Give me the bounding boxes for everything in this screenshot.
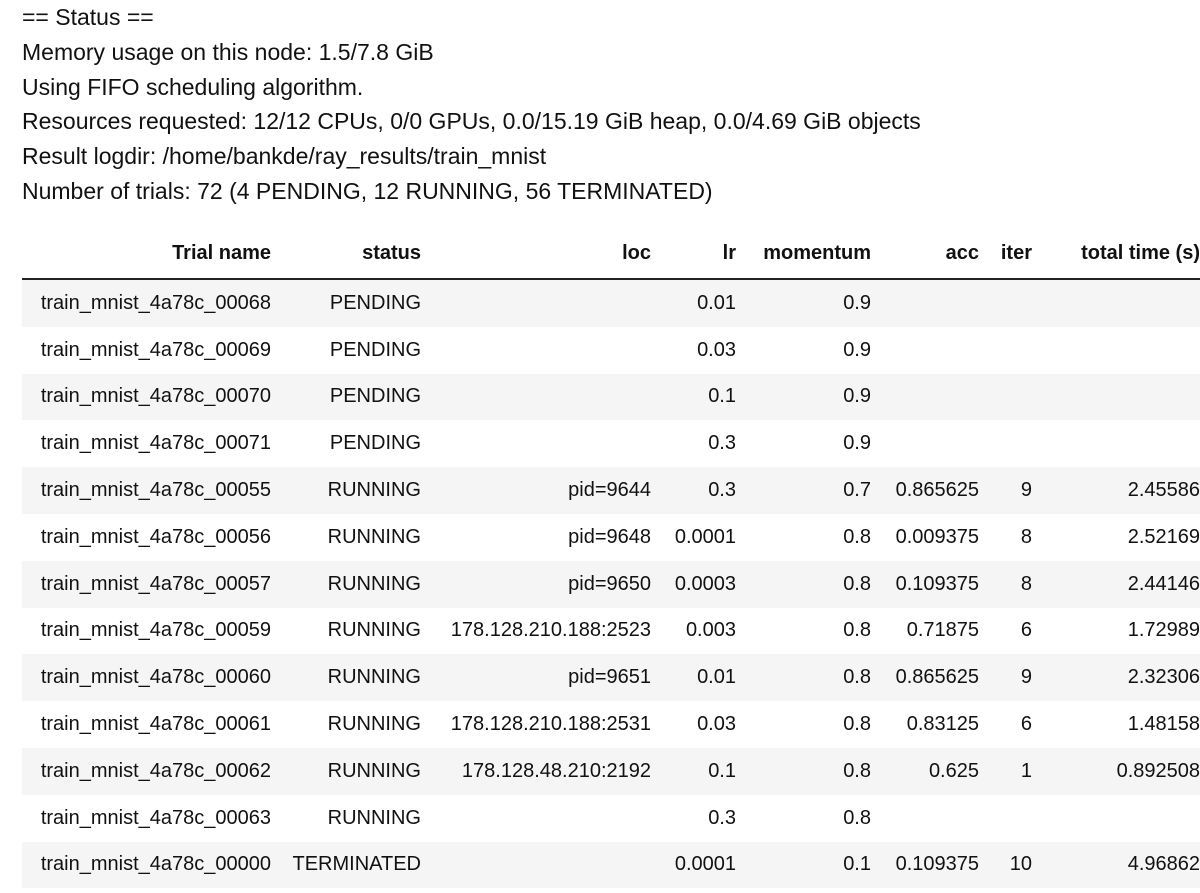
lr-cell: 0.03 — [697, 713, 736, 736]
table-row — [22, 467, 1200, 514]
resources-line: Resources requested: 12/12 CPUs, 0/0 GPUs, 0.0/15.19 GiB heap, 0.0/4.69 GiB objects — [22, 108, 921, 135]
momentum-cell: 0.8 — [843, 759, 871, 782]
table-row — [22, 795, 1200, 842]
col-header-status: status — [271, 228, 421, 279]
trials-table — [22, 228, 1200, 888]
total-time-cell: 1.48158 — [1127, 713, 1200, 736]
momentum-cell: 0.9 — [843, 291, 871, 314]
status-cell: RUNNING — [327, 479, 421, 502]
momentum-cell: 0.9 — [843, 385, 871, 408]
acc-cell: 0.109375 — [895, 853, 979, 876]
lr-cell: 0.3 — [708, 806, 736, 829]
lr-cell: 0.01 — [697, 291, 736, 314]
loc-cell: pid=9651 — [568, 666, 651, 689]
acc-cell: 0.71875 — [906, 619, 979, 642]
iter-cell: 10 — [1009, 853, 1032, 876]
status-cell: PENDING — [329, 291, 421, 314]
total-time-cell — [1032, 327, 1200, 374]
loc-cell — [421, 374, 651, 421]
momentum-cell: 0.8 — [843, 525, 871, 548]
loc-cell — [421, 795, 651, 842]
status-cell: RUNNING — [327, 619, 421, 642]
table-row — [22, 842, 1200, 889]
col-header-iter: iter — [979, 228, 1032, 279]
trial-name-cell: train_mnist_4a78c_00070 — [40, 385, 271, 408]
loc-cell: pid=9644 — [568, 479, 651, 502]
table-row — [22, 327, 1200, 374]
acc-cell: 0.83125 — [906, 713, 979, 736]
trial-name-cell: train_mnist_4a78c_00055 — [40, 479, 271, 502]
acc-cell — [871, 327, 979, 374]
iter-cell — [979, 795, 1032, 842]
status-cell: PENDING — [329, 385, 421, 408]
acc-cell: 0.865625 — [895, 666, 979, 689]
momentum-cell: 0.8 — [843, 666, 871, 689]
iter-cell — [979, 420, 1032, 467]
momentum-cell: 0.9 — [843, 432, 871, 455]
momentum-cell: 0.8 — [843, 806, 871, 829]
status-cell: PENDING — [329, 432, 421, 455]
acc-cell: 0.109375 — [895, 572, 979, 595]
trial-name-cell: train_mnist_4a78c_00063 — [40, 806, 271, 829]
total-time-cell: 0.892508 — [1116, 759, 1200, 782]
iter-cell: 8 — [1020, 525, 1032, 548]
status-cell: RUNNING — [327, 713, 421, 736]
total-time-cell — [1032, 795, 1200, 842]
status-cell: TERMINATED — [292, 853, 421, 876]
status-cell: RUNNING — [327, 525, 421, 548]
iter-cell — [979, 327, 1032, 374]
trials-count-line: Number of trials: 72 (4 PENDING, 12 RUNNING, 56 TERMINATED) — [22, 177, 713, 204]
status-block — [22, 0, 921, 209]
trial-name-cell: train_mnist_4a78c_00071 — [40, 432, 271, 455]
acc-cell: 0.865625 — [895, 479, 979, 502]
table-row — [22, 514, 1200, 561]
trial-name-cell: train_mnist_4a78c_00068 — [40, 291, 271, 314]
lr-cell: 0.003 — [685, 619, 736, 642]
table-row — [22, 374, 1200, 421]
total-time-cell: 4.96862 — [1127, 853, 1200, 876]
total-time-cell: 2.32306 — [1127, 666, 1200, 689]
iter-cell — [979, 374, 1032, 421]
col-header-lr: lr — [651, 228, 736, 279]
total-time-cell: 1.72989 — [1127, 619, 1200, 642]
loc-cell — [421, 420, 651, 467]
lr-cell: 0.0003 — [674, 572, 736, 595]
total-time-cell: 2.45586 — [1127, 479, 1200, 502]
status-cell: RUNNING — [327, 572, 421, 595]
trial-name-cell: train_mnist_4a78c_00069 — [40, 338, 271, 361]
loc-cell — [421, 279, 651, 327]
momentum-cell: 0.9 — [843, 338, 871, 361]
total-time-cell: 2.44146 — [1127, 572, 1200, 595]
table-row — [22, 701, 1200, 748]
total-time-cell — [1032, 279, 1200, 327]
loc-cell: pid=9648 — [568, 525, 651, 548]
col-header-total-time: total time (s) — [1032, 228, 1200, 279]
total-time-cell — [1032, 420, 1200, 467]
momentum-cell: 0.7 — [843, 479, 871, 502]
trial-name-cell: train_mnist_4a78c_00059 — [40, 619, 271, 642]
loc-cell: 178.128.210.188:2531 — [450, 713, 651, 736]
memory-usage-line: Memory usage on this node: 1.5/7.8 GiB — [22, 38, 434, 65]
lr-cell: 0.3 — [708, 479, 736, 502]
loc-cell: 178.128.48.210:2192 — [461, 759, 651, 782]
trial-name-cell: train_mnist_4a78c_00060 — [40, 666, 271, 689]
iter-cell: 1 — [1020, 759, 1032, 782]
momentum-cell: 0.8 — [843, 619, 871, 642]
status-cell: RUNNING — [327, 666, 421, 689]
status-cell: RUNNING — [327, 759, 421, 782]
lr-cell: 0.0001 — [674, 525, 736, 548]
loc-cell — [421, 842, 651, 889]
acc-cell — [871, 374, 979, 421]
iter-cell — [979, 279, 1032, 327]
iter-cell: 8 — [1020, 572, 1032, 595]
loc-cell — [421, 327, 651, 374]
lr-cell: 0.03 — [697, 338, 736, 361]
table-row — [22, 561, 1200, 608]
col-header-loc: loc — [421, 228, 651, 279]
col-header-acc: acc — [871, 228, 979, 279]
acc-cell: 0.009375 — [895, 525, 979, 548]
status-cell: PENDING — [329, 338, 421, 361]
logdir-line: Result logdir: /home/bankde/ray_results/train_mnist — [22, 143, 547, 170]
acc-cell — [871, 420, 979, 467]
table-row — [22, 608, 1200, 655]
trial-name-cell: train_mnist_4a78c_00000 — [40, 853, 271, 876]
table-row — [22, 654, 1200, 701]
loc-cell: pid=9650 — [568, 572, 651, 595]
status-header: == Status == — [22, 4, 154, 30]
iter-cell: 6 — [1020, 619, 1032, 642]
lr-cell: 0.01 — [697, 666, 736, 689]
acc-cell — [871, 279, 979, 327]
col-header-momentum: momentum — [736, 228, 871, 279]
table-header-row — [22, 228, 1200, 279]
iter-cell: 6 — [1020, 713, 1032, 736]
loc-cell: 178.128.210.188:2523 — [450, 619, 651, 642]
lr-cell: 0.0001 — [674, 853, 736, 876]
momentum-cell: 0.1 — [843, 853, 871, 876]
table-row — [22, 420, 1200, 467]
total-time-cell: 2.52169 — [1127, 525, 1200, 548]
status-cell: RUNNING — [327, 806, 421, 829]
lr-cell: 0.1 — [708, 385, 736, 408]
total-time-cell — [1032, 374, 1200, 421]
iter-cell: 9 — [1020, 666, 1032, 689]
iter-cell: 9 — [1020, 479, 1032, 502]
acc-cell: 0.625 — [928, 759, 979, 782]
scheduler-line: Using FIFO scheduling algorithm. — [22, 73, 364, 100]
trial-name-cell: train_mnist_4a78c_00062 — [40, 759, 271, 782]
trial-name-cell: train_mnist_4a78c_00056 — [40, 525, 271, 548]
trial-name-cell: train_mnist_4a78c_00061 — [40, 713, 271, 736]
trial-name-cell: train_mnist_4a78c_00057 — [40, 572, 271, 595]
lr-cell: 0.1 — [708, 759, 736, 782]
momentum-cell: 0.8 — [843, 713, 871, 736]
table-row — [22, 748, 1200, 795]
momentum-cell: 0.8 — [843, 572, 871, 595]
lr-cell: 0.3 — [708, 432, 736, 455]
col-header-trial-name: Trial name — [22, 228, 271, 279]
acc-cell — [871, 795, 979, 842]
table-row — [22, 279, 1200, 327]
